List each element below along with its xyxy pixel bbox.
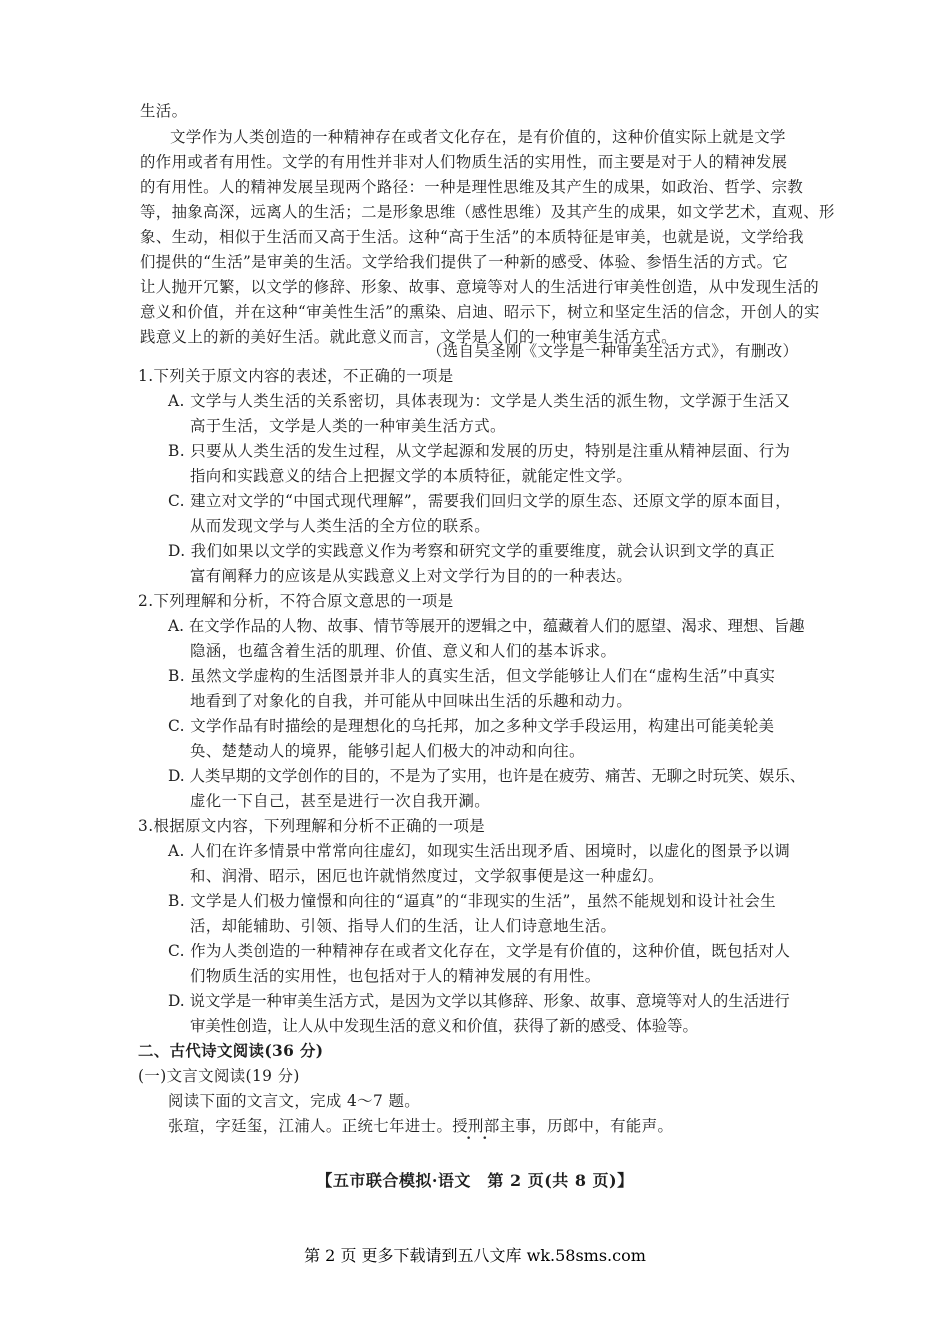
footer-page-label: 【五市联合模拟·语文 第 2 页(共 8 页)】 bbox=[316, 1171, 634, 1190]
question-1-stem: 1.下列关于原文内容的表述，不正确的一项是 bbox=[138, 367, 454, 385]
passage-line: 意义和价值，并在这种“审美性生活”的熏染、启迪、昭示下，树立和坚定生活的信念，开创人的实 bbox=[140, 303, 820, 321]
passage-line: 践意义上的新的美好生活。就此意义而言，文学是人们的一种审美生活方式。 bbox=[140, 328, 677, 346]
question-2-option-b-cont: 地看到了对象化的自我，并可能从中回味出生活的乐趣和动力。 bbox=[190, 692, 633, 710]
question-2-option-b: B. 虽然文学虚构的生活图景并非人的真实生活，但文学能够让人们在“虚构生活”中真实 bbox=[168, 667, 776, 685]
classical-text-first-sentence: 张瑄，字廷玺，江浦人。正统七年进士。授刑部主事，历郎中，有能声。 bbox=[168, 1117, 674, 1135]
question-3-option-c: C. 作为人类创造的一种精神存在或者文化存在，文学是有价值的，这种价值，既包括对人 bbox=[168, 942, 791, 960]
question-3-option-d: D. 说文学是一种审美生活方式，是因为文学以其修辞、形象、故事、意境等对人的生活进行 bbox=[168, 992, 790, 1010]
question-3-option-d-cont: 审美性创造，让人从中发现生活的意义和价值，获得了新的感受、体验等。 bbox=[190, 1017, 698, 1035]
question-1-option-c: C. 建立对文学的“中国式现代理解”，需要我们回归文学的原生态、还原文学的原本面目， bbox=[168, 492, 792, 510]
question-1-option-b-cont: 指向和实践意义的结合上把握文学的本质特征，就能定性文学。 bbox=[190, 467, 633, 485]
passage-line: 的作用或者有用性。文学的有用性并非对人们物质生活的实用性，而主要是对于人的精神发展 bbox=[140, 153, 788, 171]
passage-line: 等，抽象高深，远离人的生活；二是形象思维（感性思维）及其产生的成果，如文学艺术，直观、形 bbox=[140, 203, 835, 221]
download-site-line: 第 2 页 更多下载请到五八文库 wk.58sms.com bbox=[304, 1246, 646, 1265]
question-2-option-a: A. 在文学作品的人物、故事、情节等展开的逻辑之中，蕴藏着人们的愿望、渴求、理想、旨趣 bbox=[168, 617, 805, 635]
question-1-option-c-cont: 从而发现文学与人类生活的全方位的联系。 bbox=[190, 517, 491, 535]
question-2-stem: 2.下列理解和分析，不符合原文意思的一项是 bbox=[138, 592, 454, 610]
question-2-option-c-cont: 奂、楚楚动人的境界，能够引起人们极大的冲动和向往。 bbox=[190, 742, 585, 760]
passage-line: 们提供的“生活”是审美的生活。文学给我们提供了一种新的感受、体验、参悟生活的方式。它 bbox=[140, 253, 789, 271]
section-two-heading: 二、古代诗文阅读(36 分) bbox=[138, 1042, 324, 1060]
passage-line: 象、生动，相似于生活而又高于生活。这种“高于生活”的本质特征是审美，也就是说，文学给我 bbox=[140, 228, 804, 246]
question-1-option-a: A. 文学与人类生活的关系密切，具体表现为：文学是人类生活的派生物，文学源于生活又 bbox=[168, 392, 791, 410]
passage-line: 让人抛开冗繁，以文学的修辞、形象、故事、意境等对人的生活进行审美性创造，从中发现生活的 bbox=[140, 278, 819, 296]
question-3-option-a: A. 人们在许多情景中常常向往虚幻，如现实生活出现矛盾、困境时，以虚化的图景予以调 bbox=[168, 842, 791, 860]
question-3-option-c-cont: 们物质生活的实用性，也包括对于人的精神发展的有用性。 bbox=[190, 967, 601, 985]
question-1-option-b: B. 只要从人类生活的发生过程，从文学起源和发展的历史，特别是注重从精神层面、行为 bbox=[168, 442, 791, 460]
passage-line: 的有用性。人的精神发展呈现两个路径：一种是理性思维及其产生的成果，如政治、哲学、宗教 bbox=[140, 178, 804, 196]
emphasis-dots: • • bbox=[466, 1134, 492, 1144]
opening-word: 生活。 bbox=[140, 102, 188, 120]
section-two-instruction: 阅读下面的文言文，完成 4～7 题。 bbox=[168, 1092, 421, 1110]
question-1-option-a-cont: 高于生活，文学是人类的一种审美生活方式。 bbox=[190, 417, 506, 435]
question-2-option-c: C. 文学作品有时描绘的是理想化的乌托邦，加之多种文学手段运用，构建出可能美轮美 bbox=[168, 717, 775, 735]
question-2-option-d: D. 人类早期的文学创作的目的，不是为了实用，也许是在疲劳、痛苦、无聊之时玩笑、娱乐、 bbox=[168, 767, 806, 785]
section-two-subheading: (一)文言文阅读(19 分) bbox=[138, 1067, 300, 1085]
question-3-option-b-cont: 活，却能辅助、引领、指导人们的生活，让人们诗意地生活。 bbox=[190, 917, 617, 935]
passage-source: （选自吴圣刚《文学是一种审美生活方式》，有删改） bbox=[427, 342, 799, 360]
question-3-option-a-cont: 和、润滑、昭示，困厄也许就悄然度过，文学叙事便是这一种虚幻。 bbox=[190, 867, 664, 885]
question-2-option-d-cont: 虚化一下自己，甚至是进行一次自我开涮。 bbox=[190, 792, 491, 810]
passage-line: 文学作为人类创造的一种精神存在或者文化存在，是有价值的，这种价值实际上就是文学 bbox=[170, 128, 786, 146]
question-1-option-d: D. 我们如果以文学的实践意义作为考察和研究文学的重要维度，就会认识到文学的真正 bbox=[168, 542, 776, 560]
question-1-option-d-cont: 富有阐释力的应该是从实践意义上对文学行为目的的一种表达。 bbox=[190, 567, 633, 585]
question-3-stem: 3.根据原文内容，下列理解和分析不正确的一项是 bbox=[138, 817, 486, 835]
question-3-option-b: B. 文学是人们极力憧憬和向往的“逼真”的“非现实的生活”，虽然不能规划和设计社会生 bbox=[168, 892, 777, 910]
question-2-option-a-cont: 隐涵，也蕴含着生活的肌理、价值、意义和人们的基本诉求。 bbox=[190, 642, 617, 660]
